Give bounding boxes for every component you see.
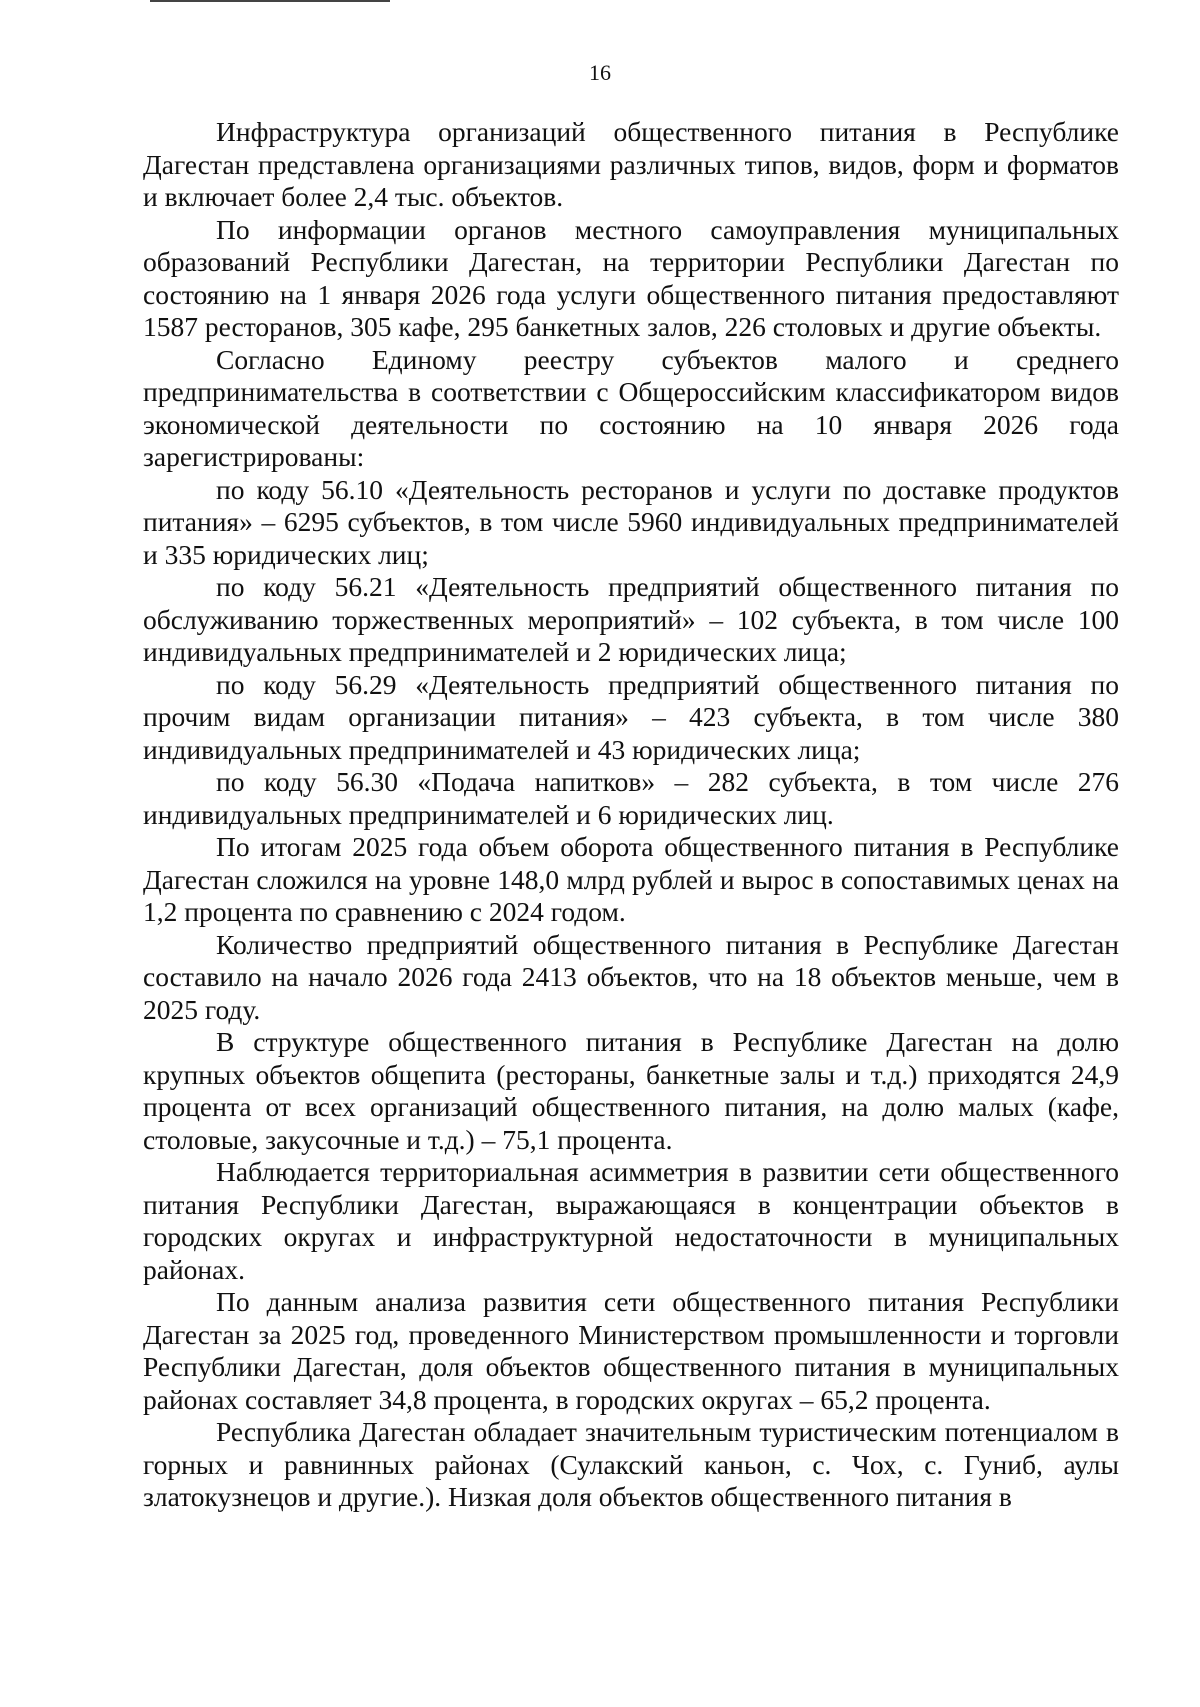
paragraph-infrastructure: Инфраструктура организаций общественного питания в Республике Дагестан представлена организациями различных типов, видов, форм и форматов и включает более 2,4 тыс. объектов. [143, 116, 1119, 212]
paragraph-structure-shares: В структуре общественного питания в Республике Дагестан на долю крупных объектов общепита (рестораны, банкетные залы и т.д.) приходятся 24,9 процента от всех организаций общественного питания, на долю малых (кафе, столовые, закусочные и т.д.) – 75,1 процента. [143, 1026, 1119, 1155]
paragraph-local-government-info: По информации органов местного самоуправления муниципальных образований Республики Дагестан, на территории Республики Дагестан по состоянию на 1 января 2026 года услуги общественного питания предоставляют 1587 ресторанов, 305 кафе, 295 банкетных залов, 226 столовых и другие объекты. [143, 213, 1119, 342]
page-number: 16 [589, 60, 611, 85]
paragraph-turnover-2025: По итогам 2025 года объем оборота общественного питания в Республике Дагестан сложился на уровне 148,0 млрд рублей и вырос в сопоставимых ценах на 1,2 процента по сравнению с 2024 годом. [143, 831, 1119, 927]
paragraph-enterprise-count: Количество предприятий общественного питания в Республике Дагестан составило на начало 2026 года 2413 объектов, что на 18 объектов меньше, чем в 2025 году. [143, 928, 1119, 1025]
paragraph-sme-registry: Согласно Единому реестру субъектов малого и среднего предпринимательства в соответствии с Общероссийским классификатором видов экономической деятельности по состоянию на 10 января 2026 года зарегистрированы: [143, 343, 1119, 472]
paragraph-territorial-asymmetry: Наблюдается территориальная асимметрия в развитии сети общественного питания Республики Дагестан, выражающаяся в концентрации объектов в городских округах и инфраструктурной недостаточности в муниципальных районах. [143, 1156, 1119, 1285]
paragraph-code-56-10: по коду 56.10 «Деятельность ресторанов и услуги по доставке продуктов питания» – 6295 субъектов, в том числе 5960 индивидуальных предпринимателей и 335 юридических лиц; [143, 473, 1119, 570]
scan-edge-mark [150, 0, 390, 2]
paragraph-code-56-30: по коду 56.30 «Подача напитков» – 282 субъекта, в том числе 276 индивидуальных предпринимателей и 6 юридических лиц. [143, 766, 1119, 830]
paragraph-code-56-29: по коду 56.29 «Деятельность предприятий общественного питания по прочим видам организации питания» – 423 субъекта, в том числе 380 индивидуальных предпринимателей и 43 юридических лица; [143, 668, 1119, 765]
paragraph-ministry-analysis: По данным анализа развития сети общественного питания Республики Дагестан за 2025 год, проведенного Министерством промышленности и торговли Республики Дагестан, доля объектов общественного питания в муниципальных районах составляет 34,8 процента, в городских округах – 65,2 процента. [143, 1286, 1119, 1415]
paragraph-code-56-21: по коду 56.21 «Деятельность предприятий общественного питания по обслуживанию торжественных мероприятий» – 102 субъекта, в том числе 100 индивидуальных предпринимателей и 2 юридических лица; [143, 571, 1119, 667]
document-body [143, 116, 1119, 1514]
paragraph-tourism-potential: Республика Дагестан обладает значительным туристическим потенциалом в горных и равнинных районах (Сулакский каньон, с. Чох, с. Гуниб, аулы златокузнецов и другие.). Низкая доля объектов общественного питания в [143, 1416, 1119, 1512]
